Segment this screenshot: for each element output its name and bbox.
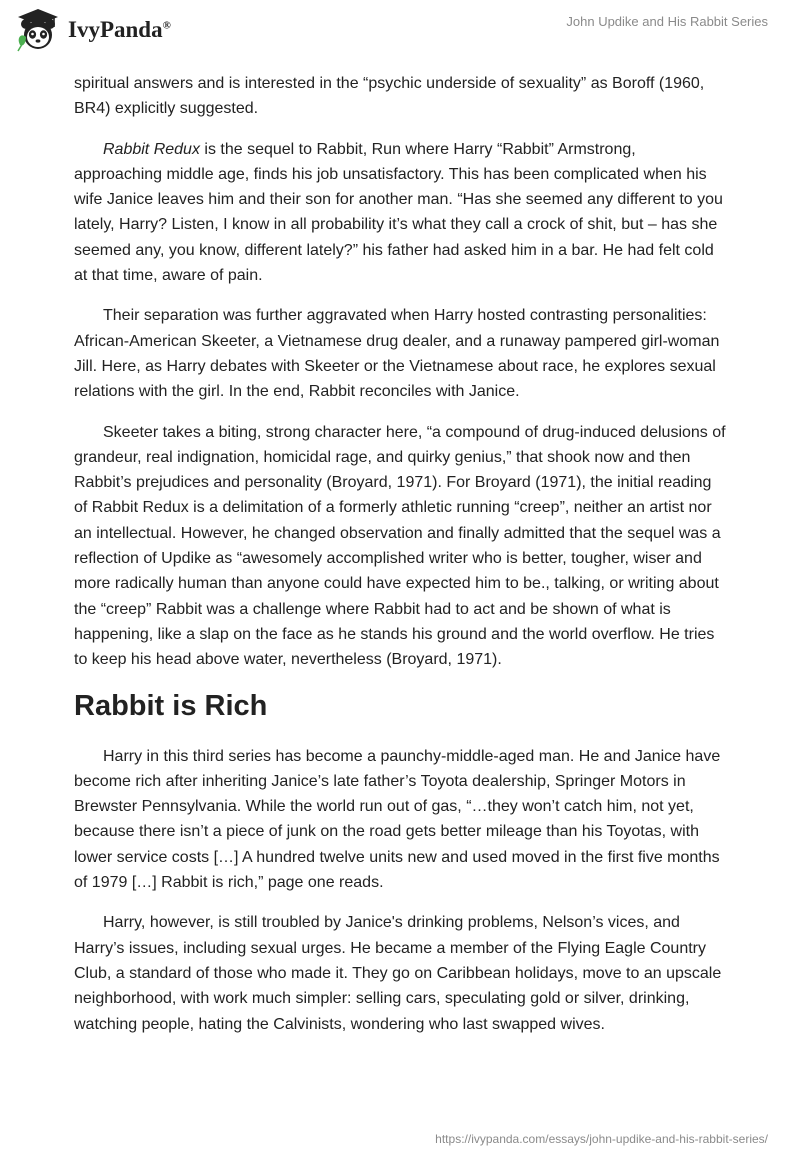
document-title: John Updike and His Rabbit Series	[566, 14, 768, 29]
panda-graduate-icon	[14, 7, 62, 53]
paragraph: Skeeter takes a biting, strong character here, “a compound of drug-induced delusions of grandeur, real indignation, homicidal rage, and quirky genius,” that shook now and then Rabbit’s prejudices and personality (Broyard, 1971). For Broyard (1971), the initial reading of Rabbit Redux is a delimitation of a formerly athletic running “creep”, neither an artist nor an intellectual. However, he changed observation and finally admitted that the sequel was a reflection of Updike as “awesomely accomplished writer who is better, tougher, wiser and more radically human than anyone could have expected him to be., talking, or writing about the “creep” Rabbit was a challenge where Rabbit had to act and be shown of what is happening, like a slap on the face as he stands his ground and the world overflow. He tries to keep his head above water, nevertheless (Broyard, 1971).	[74, 423, 726, 669]
source-url[interactable]: https://ivypanda.com/essays/john-updike-and-his-rabbit-series/	[435, 1132, 768, 1146]
section-heading: Rabbit is Rich	[74, 689, 268, 722]
book-title-italic: Rabbit Redux	[103, 140, 200, 158]
page-header	[0, 0, 800, 60]
essay-content	[74, 71, 728, 1052]
paragraph: spiritual answers and is interested in the “psychic underside of sexuality” as Boroff (1960, BR4) explicitly suggested.	[74, 75, 705, 118]
paragraph: Harry in this third series has become a paunchy-middle-aged man. He and Janice have become rich after inheriting Janice’s late father’s Toyota dealership, Springer Motors in Brewster Pennsylvania. While the world run out of gas, “…they won’t catch him, not yet, because there isn’t a piece of junk on the road gets better mileage than his Toyotas, with lower service costs […] A hundred twelve units new and used moved in the first five months of 1979 […] Rabbit is rich,” page one reads.	[74, 747, 721, 892]
logo-text: IvyPanda®	[68, 17, 171, 42]
paragraph: Harry, however, is still troubled by Janice's drinking problems, Nelson’s vices, and Harry’s issues, including sexual urges. He became a member of the Flying Eagle Country Club, a standard of those who made it. They go on Caribbean holidays, move to an upscale neighborhood, with work much simpler: selling cars, speculating gold or silver, drinking, watching people, hating the Calvinists, wondering who last swapped wives.	[74, 914, 722, 1033]
paragraph: Their separation was further aggravated when Harry hosted contrasting personalities: African-American Skeeter, a Vietnamese drug dealer, and a runaway pampered girl-woman Jill. Here, as Harry debates with Skeeter or the Vietnamese about race, he explores sexual relations with the girl. In the end, Rabbit reconciles with Janice.	[74, 307, 720, 401]
logo[interactable]	[14, 6, 171, 54]
paragraph: Rabbit Redux is the sequel to Rabbit, Run where Harry “Rabbit” Armstrong, approaching middle age, finds his job unsatisfactory. This has been complicated when his wife Janice leaves him and their son for another man. “Has she seemed any different to you lately, Harry? Listen, I know in all probability it’s what they call a crock of shit, but – has she seemed any, you know, different lately?” his father had asked him in a bar. He had felt cold at that time, aware of pain.	[74, 140, 723, 285]
